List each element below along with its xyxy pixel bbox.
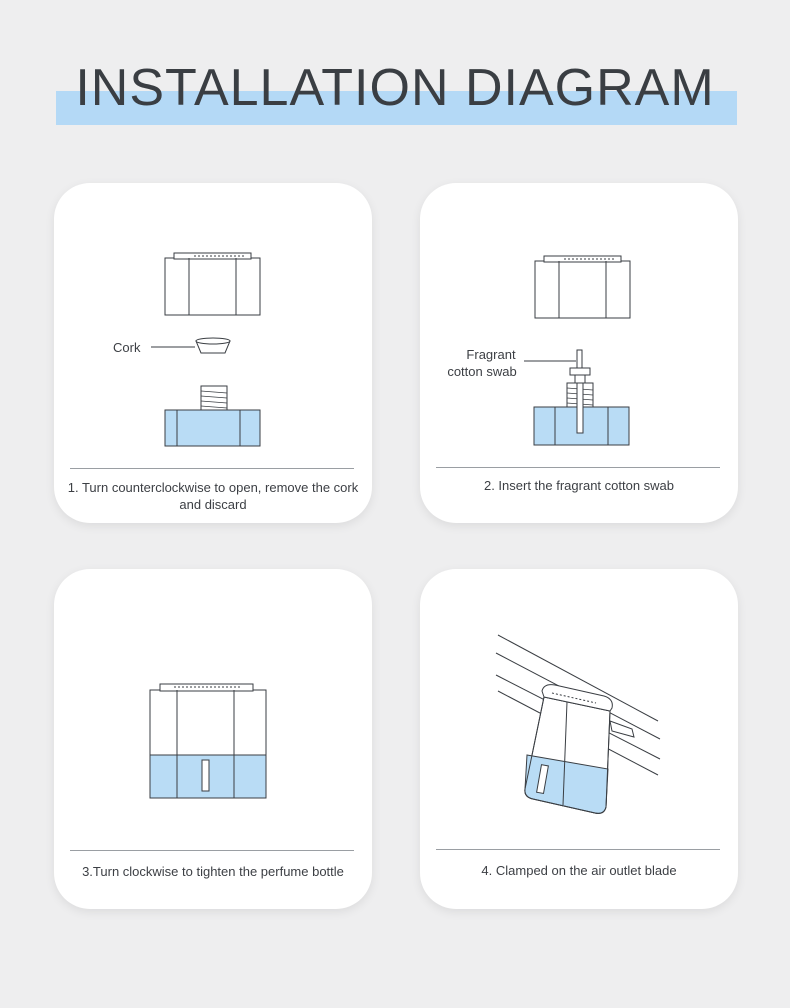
step-4-divider <box>436 849 720 850</box>
cap-shape <box>165 258 260 315</box>
step-4-caption: 4. Clamped on the air outlet blade <box>481 863 677 878</box>
step-2-illustration <box>420 183 738 463</box>
cap-shape <box>535 261 630 318</box>
step-2-caption: 2. Insert the fragrant cotton swab <box>483 478 675 493</box>
swab-callout-label-line1: Fragrant <box>466 347 516 362</box>
step-4-illustration <box>420 569 738 849</box>
page-title: INSTALLATION DIAGRAM <box>75 59 715 117</box>
step-3-illustration <box>54 569 372 849</box>
bottle-body-shape <box>165 410 260 446</box>
step-3-card <box>54 569 372 909</box>
step-3-caption: 3.Turn clockwise to tighten the perfume bottle <box>82 864 344 879</box>
step-1-caption: 1. Turn counterclockwise to open, remove the cork and discard <box>67 480 359 512</box>
step-3-divider <box>70 850 354 851</box>
swab-callout-label-line2: cotton swab <box>447 364 517 379</box>
step-1-illustration <box>54 183 372 463</box>
swab-tip-shape <box>577 350 582 368</box>
step-1-card <box>54 183 372 523</box>
step-2-divider <box>436 467 720 468</box>
step-2-card <box>420 183 738 523</box>
step-4-card <box>420 569 738 909</box>
cork-callout-label: Cork <box>113 340 141 355</box>
step-1-divider <box>70 468 354 469</box>
